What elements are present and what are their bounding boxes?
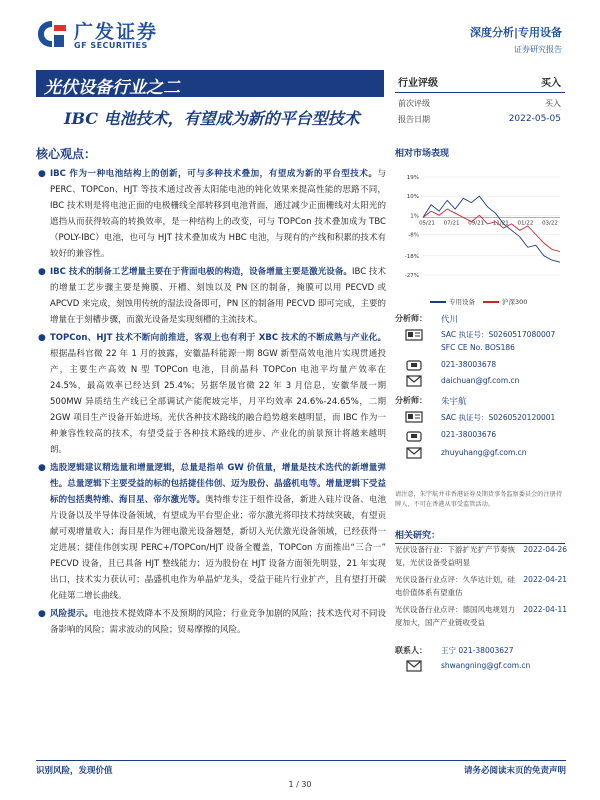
chart-y-tick-label: 19%	[406, 175, 419, 181]
phone-icon	[405, 430, 423, 442]
analyst-email[interactable]: zhuyuhang@gf.com.cn	[441, 448, 527, 457]
gf-logo-icon	[36, 19, 68, 49]
id-card-icon	[405, 411, 423, 423]
related-item-date: 2022-04-21	[523, 575, 567, 584]
key-point-lead: 选股逻辑建议精选量和增量逻辑，总量是指单 GW 价值量，增量是技术迭代的新增量弹性。总量逻辑下主要受益的标的包括捷佳伟创、迈为股份、晶盛机电等。增量逻辑下受益标的包括奥特维、海目星、帝尔激光等。	[50, 463, 386, 505]
key-point-lead: IBC 作为一种电池结构上的创新，可与多种技术叠加，有望成为新的平台型技术。	[50, 169, 378, 179]
legend-swatch-index	[483, 301, 499, 303]
prev-rating-row	[395, 93, 565, 109]
related-item[interactable]	[395, 543, 567, 569]
email-icon	[405, 375, 423, 387]
chart-y-tick-label: -18%	[404, 253, 419, 260]
footer-divider	[36, 760, 566, 761]
rating-box	[395, 74, 565, 125]
related-item[interactable]	[395, 573, 567, 599]
chart-x-tick-label: 05/21	[419, 220, 435, 227]
key-point	[36, 330, 386, 458]
related-item[interactable]	[395, 603, 567, 629]
key-point-body: IBC 技术的增量工艺步骤主要是掩膜、开槽、刻蚀以及 PN 区的制备，掩膜可以用 PECVD 或 APCVD 来完成，刻蚀用传统的湿法设备即可，PN 区的制备用 PECVD 即可完成，主要的增量在于刻槽步骤，而激光设备是实现刻槽的主流技术。	[50, 267, 386, 325]
registration-note: 请注意，朱宇航并非香港证券及期货事务监察委员会的注册持牌人，不可在香港从事受监管活动。	[395, 491, 563, 508]
report-subtype: 证券研究报告	[514, 45, 562, 54]
contact-name-phone: 王宁 021-38003627	[441, 646, 514, 655]
report-type-block	[470, 24, 562, 55]
chart-y-tick-label: -8%	[408, 232, 419, 239]
report-subtitle: IBC 电池技术，有望成为新的平台型技术	[64, 109, 360, 128]
logo-text-en: GF SECURITIES	[74, 41, 148, 50]
analyst-email[interactable]: daichuan@gf.com.cn	[441, 376, 520, 385]
prev-rating-label: 前次评级	[398, 99, 430, 108]
report-date-value: 2022-05-05	[508, 114, 561, 124]
id-card-icon	[405, 329, 423, 341]
market-section-title: 相对市场表现	[395, 149, 450, 159]
analyst-role: 分析师：	[395, 314, 427, 323]
logo-text-cn: 广发证券	[74, 21, 159, 43]
chart-x-tick-label: 01/22	[517, 220, 534, 227]
related-item-date: 2022-04-26	[523, 545, 567, 554]
key-points-list	[36, 166, 386, 640]
related-item-title[interactable]: 光伏设备行业：下游扩光扩产节奏恢复，光伏设备受益明显	[395, 545, 515, 567]
legend-label-sector: 专用设备	[449, 298, 475, 306]
related-item-title[interactable]: 光伏设备行业点评：久华达计划，硅电价值体系有望重估	[395, 575, 515, 597]
footer-slogan: 识别风险，发现价值	[36, 766, 113, 776]
chart-y-tick-label: 10%	[406, 194, 419, 201]
phone-icon	[405, 359, 423, 371]
chart-x-tick-label: 07/21	[443, 220, 460, 227]
rating-value: 买入	[541, 78, 561, 89]
title-bar	[36, 70, 384, 97]
chart-y-tick-label: -27%	[404, 273, 419, 279]
key-point	[36, 606, 386, 638]
key-point-body: 根据晶科官微 22 年 1 月的披露，安徽晶科能源一期 8GW 新型高效电池片实现贯通投产，主要生产高效 N 型 TOPCon 电池，目前晶科 TOPCon 电池平均量产效率在 24.5%，最高效率已经达到 25.4%；另据华晟官微 22 年 3 月信息，安徽华晟一期 500MW 异质结生产线已全部调试产能爬坡完毕，月平均效率 24.6%-24.65%，二期 2GW 项目生产设备开始进场。光伏各种技术路线的融合趋势越来越明显，而 IBC 作为一种兼容性较高的技术，有望受益于各种技术路线的进步、产业化的前景预计将越来越明朗。	[50, 349, 386, 455]
market-chart	[395, 165, 567, 288]
chart-y-tick-label: 1%	[410, 213, 419, 220]
footer-disclaimer: 请务必阅读末页的免责声明	[463, 766, 566, 776]
key-point-lead: TOPCon、HJT 技术不断向前推进，客观上也有利于 XBC 技术的不断成熟与产业化。	[50, 333, 386, 343]
analyst-sac-cert: SAC 执证号：S0260517080007	[441, 330, 556, 339]
market-section	[395, 146, 565, 159]
contact-role: 联系人：	[395, 646, 427, 655]
page-number: 1 / 30	[288, 780, 312, 789]
chart-legend	[430, 297, 527, 306]
bullet-icon: ●	[38, 463, 46, 473]
legend-item-index	[483, 297, 527, 306]
analyst-sfc-cert: SFC CE No. BOS186	[441, 343, 515, 352]
report-date-row	[395, 109, 565, 125]
email-icon	[405, 447, 423, 459]
key-point-body: 奥特维专注于组件设备，新进入硅片设备、电池片设备以及半导体设备领域，有望成为平台型企业；帝尔激光将印技术持续突破，有望贡献可观增量收入；海目星作为锂电激光设备翘楚，新切入光伏激光设备领域，已经获得一定进展；捷佳伟创实现 PERC+/TOPCon/HJT 设备全覆盖，TOPCon 方面推出“三合一” PECVD 设备，且已具备 HJT 整线能力；迈为股份在 HJT 设备方面领先明显，21 年实现出口，技术实力获认可；晶盛机电作为单晶炉龙头，受益于硅片行业扩产，且有望打开碳化硅第二增长曲线。	[50, 495, 386, 601]
key-point	[36, 166, 386, 262]
analyst-name: 代川	[441, 315, 459, 325]
related-item-date: 2022-04-11	[523, 605, 567, 614]
bullet-icon: ●	[38, 333, 46, 343]
chart-x-tick-label: 11/21	[492, 220, 509, 227]
rating-label: 行业评级	[398, 78, 438, 89]
legend-item-sector	[430, 297, 475, 306]
bullet-icon: ●	[38, 169, 46, 179]
analyst-sac-cert: SAC 执证号：S0260520120001	[441, 413, 556, 422]
analyst-phone: 021-38003678	[441, 360, 497, 369]
analyst-card	[395, 395, 565, 485]
legend-label-index: 沪深300	[502, 298, 528, 306]
analyst-name: 朱宇航	[441, 397, 467, 407]
key-point-lead: 风险提示。	[50, 609, 94, 619]
contact-email[interactable]: shwangning@gf.com.cn	[441, 661, 531, 670]
bullet-icon: ●	[38, 609, 46, 619]
related-item-title[interactable]: 光伏设备行业点评：德国风电规划力度加大，国产产业链收受益	[395, 605, 515, 627]
key-point-body: 电池技术提效降本不及预期的风险；行业竞争加剧的风险；技术迭代对不同设备影响的风险；需求波动的风险；贸易摩擦的风险。	[50, 609, 386, 635]
chart-x-tick-label: 03/22	[542, 220, 558, 227]
bullet-icon: ●	[38, 267, 46, 277]
report-title: 光伏设备行业之二	[44, 78, 180, 98]
analyst-card	[395, 313, 565, 403]
key-point	[36, 264, 386, 328]
gf-logo	[36, 17, 236, 53]
key-point-lead: IBC 技术的制备工艺增量主要在于背面电极的构造，设备增量主要是激光设备。	[50, 267, 353, 277]
analyst-phone: 021-38003676	[441, 430, 497, 439]
legend-swatch-sector	[430, 301, 446, 303]
chart-x-tick-label: 09/21	[468, 220, 485, 227]
related-research-title: 相关研究：	[395, 528, 565, 544]
analyst-role: 分析师：	[395, 396, 427, 405]
prev-rating-value: 买入	[545, 99, 561, 108]
key-point	[36, 460, 386, 604]
email-icon	[405, 660, 423, 672]
chart-series-line-sector	[423, 196, 560, 262]
report-date-label: 报告日期	[398, 115, 430, 124]
rating-header	[395, 74, 565, 93]
key-points-title: 核心观点：	[36, 147, 97, 161]
key-point-body: 与 PERC、TOPCon、HJT 等技术通过改善太阳能电池的钝化效果来提高性能的思路不同，IBC 技术则是将电池正面的电极栅线全部转移到电池背面，通过减少正面栅线对太阳光的遮挡从而获得较高的转换效率，是一种结构上的改变，可与 TOPCon 技术叠加成为 TBC（POLY-IBC）电池，也可与 HJT 技术叠加成为 HBC 电池，与现有的产线和积累的技术有较好的兼容性。	[50, 169, 386, 259]
report-type: 深度分析|专用设备	[469, 26, 562, 39]
